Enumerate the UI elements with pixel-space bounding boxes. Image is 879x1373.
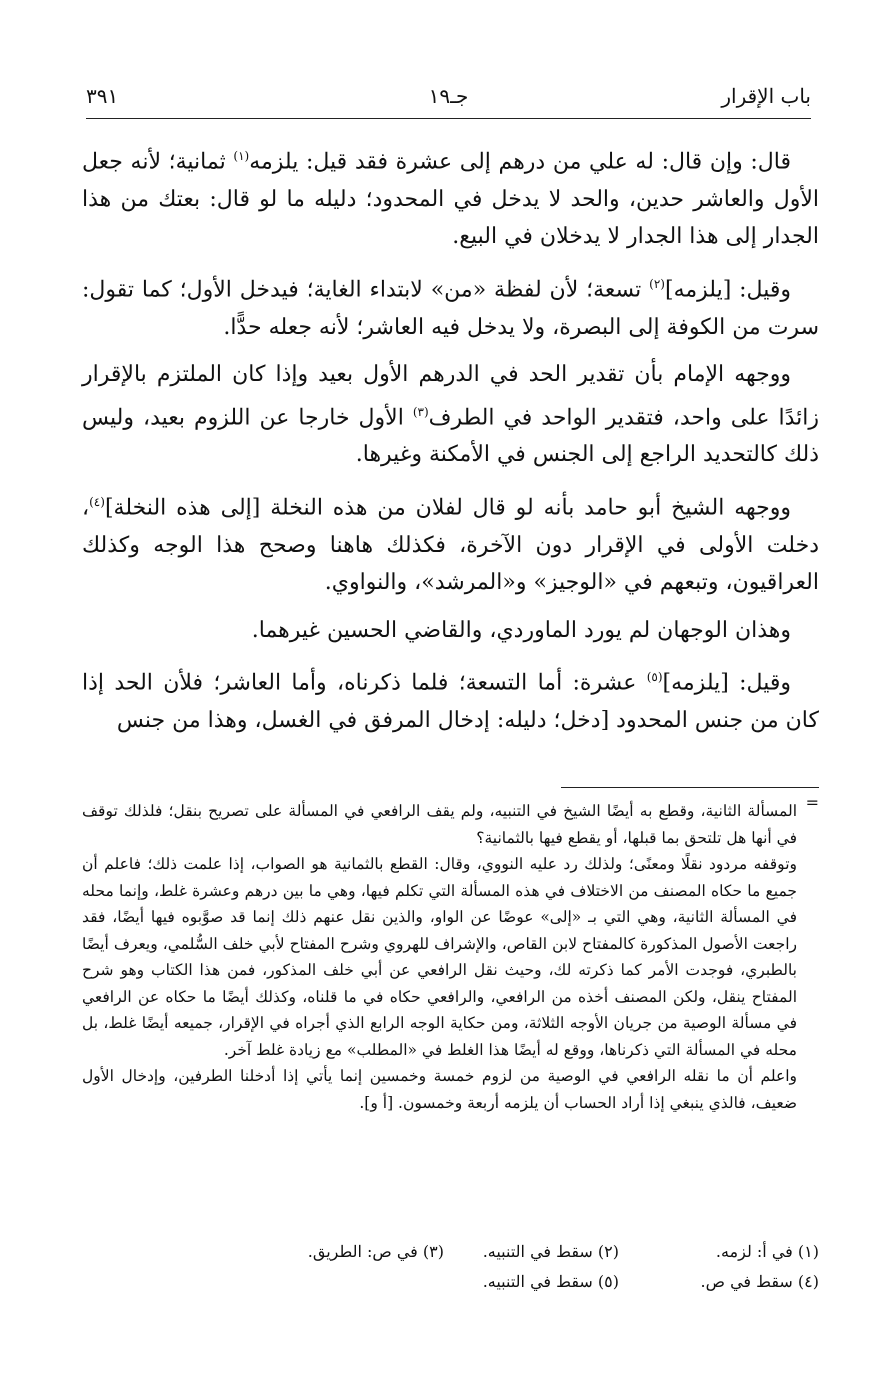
footnote-ref-row (82, 1237, 819, 1267)
footnote-marker: (٣) (412, 404, 429, 419)
paragraph-text: وقيل: [يلزمه] (664, 277, 791, 303)
footnote-ref: (٢) سقط في التنبيه. (482, 1242, 619, 1261)
body-paragraph (82, 266, 819, 346)
paragraph-text: تسعة؛ لأن لفظة «من» لابتداء الغاية؛ فيدخل الأول؛ كما تقول: سرت من الكوفة إلى البصرة، ولا يدخل فيه العاشر؛ لأنه جعله حدًّا. (82, 277, 819, 340)
footnotes-block (82, 798, 797, 1116)
footnote-paragraph: وتوقفه مردود نقلًا ومعنًى؛ ولذلك رد عليه النووي، وقال: القطع بالثمانية هو الصواب، إذا علمت ذلك؛ فاعلم أن جميع ما حكاه المصنف من الاختلاف في هذه المسألة التي تكلم فيها، وهي ما بين درهم وعشرة غلط، وإنما محله في المسألة الثانية، وهي التي بـ «إلى» عوضًا عن الواو، والذين نقل عنهم ذلك إنما قد صوَّبوه فيها أيضًا، فقد راجعت الأصول المذكورة كالمفتاح لابن القاص، والإشراف للهروي وشرح المفتاح لأبي خلف السُّلمي، ويعرف أيضًا بالطبري، فوجدت الأمر كما ذكرته لك، وحيث نقل الرافعي عن أبي خلف المذكور، فمن هذا الكتاب وهو شرح المفتاح ينقل، ولكن المصنف أخذه من الرافعي، والرافعي حكاه في ما قلناه، وكذلك أيضًا ما حكاه عن الرافعي في مسألة الوصية من جريان الأوجه الثلاثة، ومن حكاية الوجه الرابع الذي أجراه في الإقرار، جميعه أيضًا غلط، بل محله في المسألة التي ذكرناها، ووقع له أيضًا هذا الغلط في «المطلب» مع زيادة غلط آخر. (82, 855, 797, 1059)
paragraph-text: ثمانية؛ لأنه جعل الأول والعاشر حدين، والحد لا يدخل في المحدود؛ دليله ما لو قال: بعتك من هذا الجدار إلى هذا الجدار لا يدخلان في البيع. (82, 149, 819, 250)
footnote-paragraph: المسألة الثانية، وقطع به أيضًا الشيخ في التنبيه، ولم يقف الرافعي في المسألة على تصريح بنقل؛ فلذلك توقف في أنها هل تلتحق بما قبلها، أو يقطع فيها بالثمانية؟ (82, 802, 797, 847)
paragraph-text: ووجهه الإمام بأن تقدير الحد في الدرهم الأول بعيد وإذا كان الملتزم بالإقرار زائدًا على واحد، فتقدير الواحد في الطرف (82, 362, 819, 430)
footnote-ref: (١) في أ: لزمه. (715, 1242, 819, 1261)
main-text (82, 138, 819, 750)
volume-label: جـ١٩ (428, 84, 469, 108)
paragraph-text: وقيل: [يلزمه] (662, 670, 791, 696)
footnote-marker: (٥) (646, 670, 663, 685)
footnote-ref: (٤) سقط في ص. (700, 1272, 819, 1291)
footnote-continuation-marker: = (805, 793, 819, 812)
footnote-marker: (٢) (649, 276, 665, 291)
page-number: ٣٩١ (86, 84, 119, 108)
footnote-marker: (١) (233, 149, 250, 163)
body-paragraph (82, 356, 819, 474)
chapter-title: باب الإقرار (721, 84, 811, 108)
footnote-ref-row (82, 1267, 819, 1297)
paragraph-text: وهذان الوجهان لم يورد الماوردي، والقاضي الحسين غيرهما. (251, 617, 791, 643)
footnote-ref: (٥) سقط في التنبيه. (482, 1272, 619, 1291)
footnote-separator (561, 787, 819, 788)
paragraph-text: ، دخلت الأولى في الإقرار دون الآخرة، فكذلك هاهنا وصحح هذا الوجه وكذلك العراقيون، وتبعهم في «الوجيز» و«المرشد»، والنواوي. (82, 495, 819, 596)
footnote-paragraph: واعلم أن ما نقله الرافعي في الوصية من لزوم خمسة وخمسين إنما يأتي إذا أدخلنا الطرفين، وإدخال الأول ضعيف، فالذي ينبغي إذا أراد الحساب أن يلزمه أربعة وخمسون. [أ و]. (82, 1067, 797, 1112)
footnote-marker: (٤) (89, 494, 105, 509)
body-paragraph (82, 138, 819, 256)
paragraph-text: الأول خارجا عن اللزوم بعيد، وليس ذلك كالتحديد الراجع إلى الجنس في الأمكنة وغيرها. (82, 404, 819, 468)
body-paragraph (82, 659, 819, 739)
footnote-references (82, 1237, 819, 1297)
body-paragraph (82, 484, 819, 602)
paragraph-text: عشرة: أما التسعة؛ فلما ذكرناه، وأما العاشر؛ فلأن الحد إذا كان من جنس المحدود [دخل؛ دليله: إدخال المرفق في الغسل، وهذا من جنس (82, 670, 819, 734)
paragraph-text: قال: وإن قال: له علي من درهم إلى عشرة فقد قيل: يلزمه (249, 149, 791, 175)
body-paragraph (82, 612, 819, 650)
footnote-ref: (٣) في ص: الطريق. (307, 1242, 444, 1261)
running-header (86, 78, 811, 119)
paragraph-text: ووجهه الشيخ أبو حامد بأنه لو قال لفلان من هذه النخلة [إلى هذه النخلة] (104, 495, 791, 521)
